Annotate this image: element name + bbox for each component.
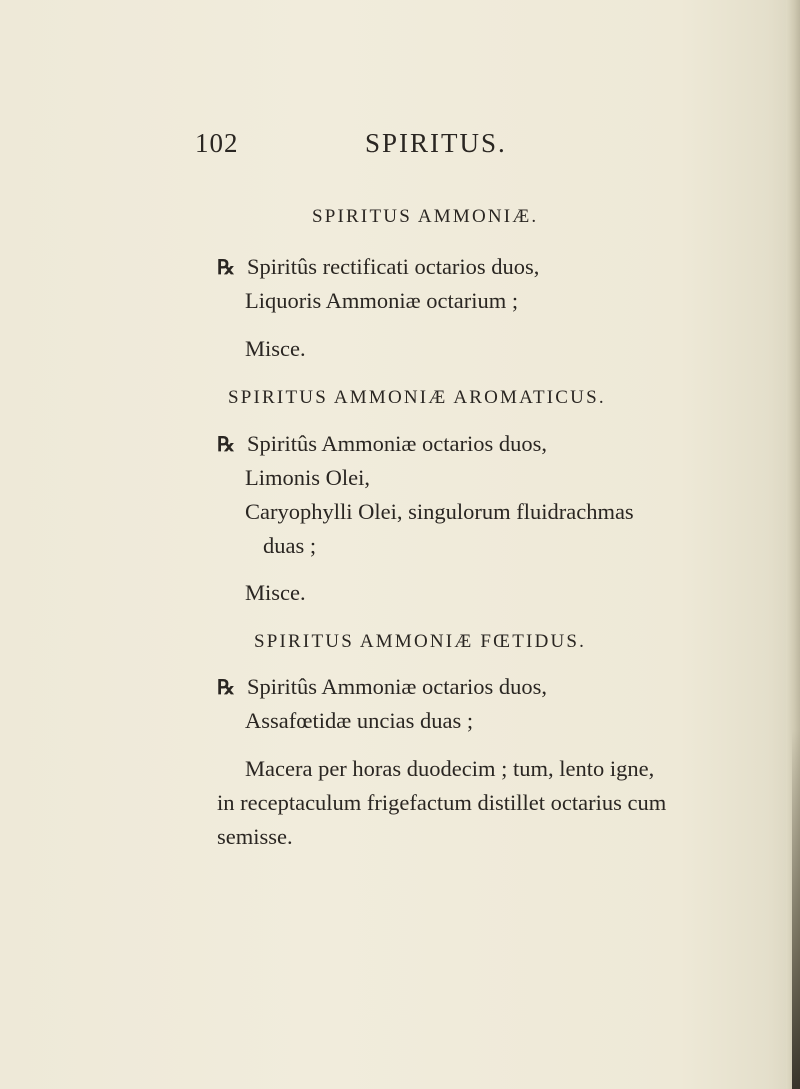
- recipe-instruction: semisse.: [217, 824, 293, 849]
- recipe-line: [217, 254, 539, 280]
- section-heading-spiritus-ammoniae-foetidus: SPIRITUS AMMONIÆ FŒTIDUS.: [254, 631, 587, 652]
- section-heading-spiritus-ammoniae: SPIRITUS AMMONIÆ.: [312, 206, 539, 227]
- recipe-symbol: ℞: [217, 257, 235, 279]
- recipe-line-text: Spiritûs Ammoniæ octarios duos,: [247, 674, 548, 699]
- recipe-instruction: in receptaculum frigefactum distillet octarius cum: [217, 790, 667, 815]
- recipe-instruction: Misce.: [245, 580, 306, 605]
- recipe-symbol: ℞: [217, 434, 235, 456]
- running-head: [195, 128, 525, 168]
- recipe-line: duas ;: [263, 533, 317, 558]
- recipe-line: Assafœtidæ uncias duas ;: [245, 708, 474, 733]
- page-edge-shadow: [792, 729, 800, 1089]
- recipe-line: [217, 674, 547, 700]
- section-heading-spiritus-ammoniae-aromaticus: SPIRITUS AMMONIÆ AROMATICUS.: [228, 387, 606, 408]
- running-title: SPIRITUS.: [365, 128, 507, 158]
- recipe-line: Limonis Olei,: [245, 465, 370, 490]
- recipe-instruction: Misce.: [245, 336, 306, 361]
- recipe-instruction: Macera per horas duodecim ; tum, lento igne,: [245, 756, 655, 781]
- recipe-line: Liquoris Ammoniæ octarium ;: [245, 288, 519, 313]
- recipe-line-text: Spiritûs Ammoniæ octarios duos,: [247, 431, 548, 456]
- recipe-line-text: Spiritûs rectificati octarios duos,: [247, 254, 540, 279]
- recipe-line: Caryophylli Olei, singulorum fluidrachmas: [245, 499, 634, 524]
- page-number: 102: [195, 128, 239, 158]
- recipe-symbol: ℞: [217, 677, 235, 699]
- recipe-line: [217, 431, 547, 457]
